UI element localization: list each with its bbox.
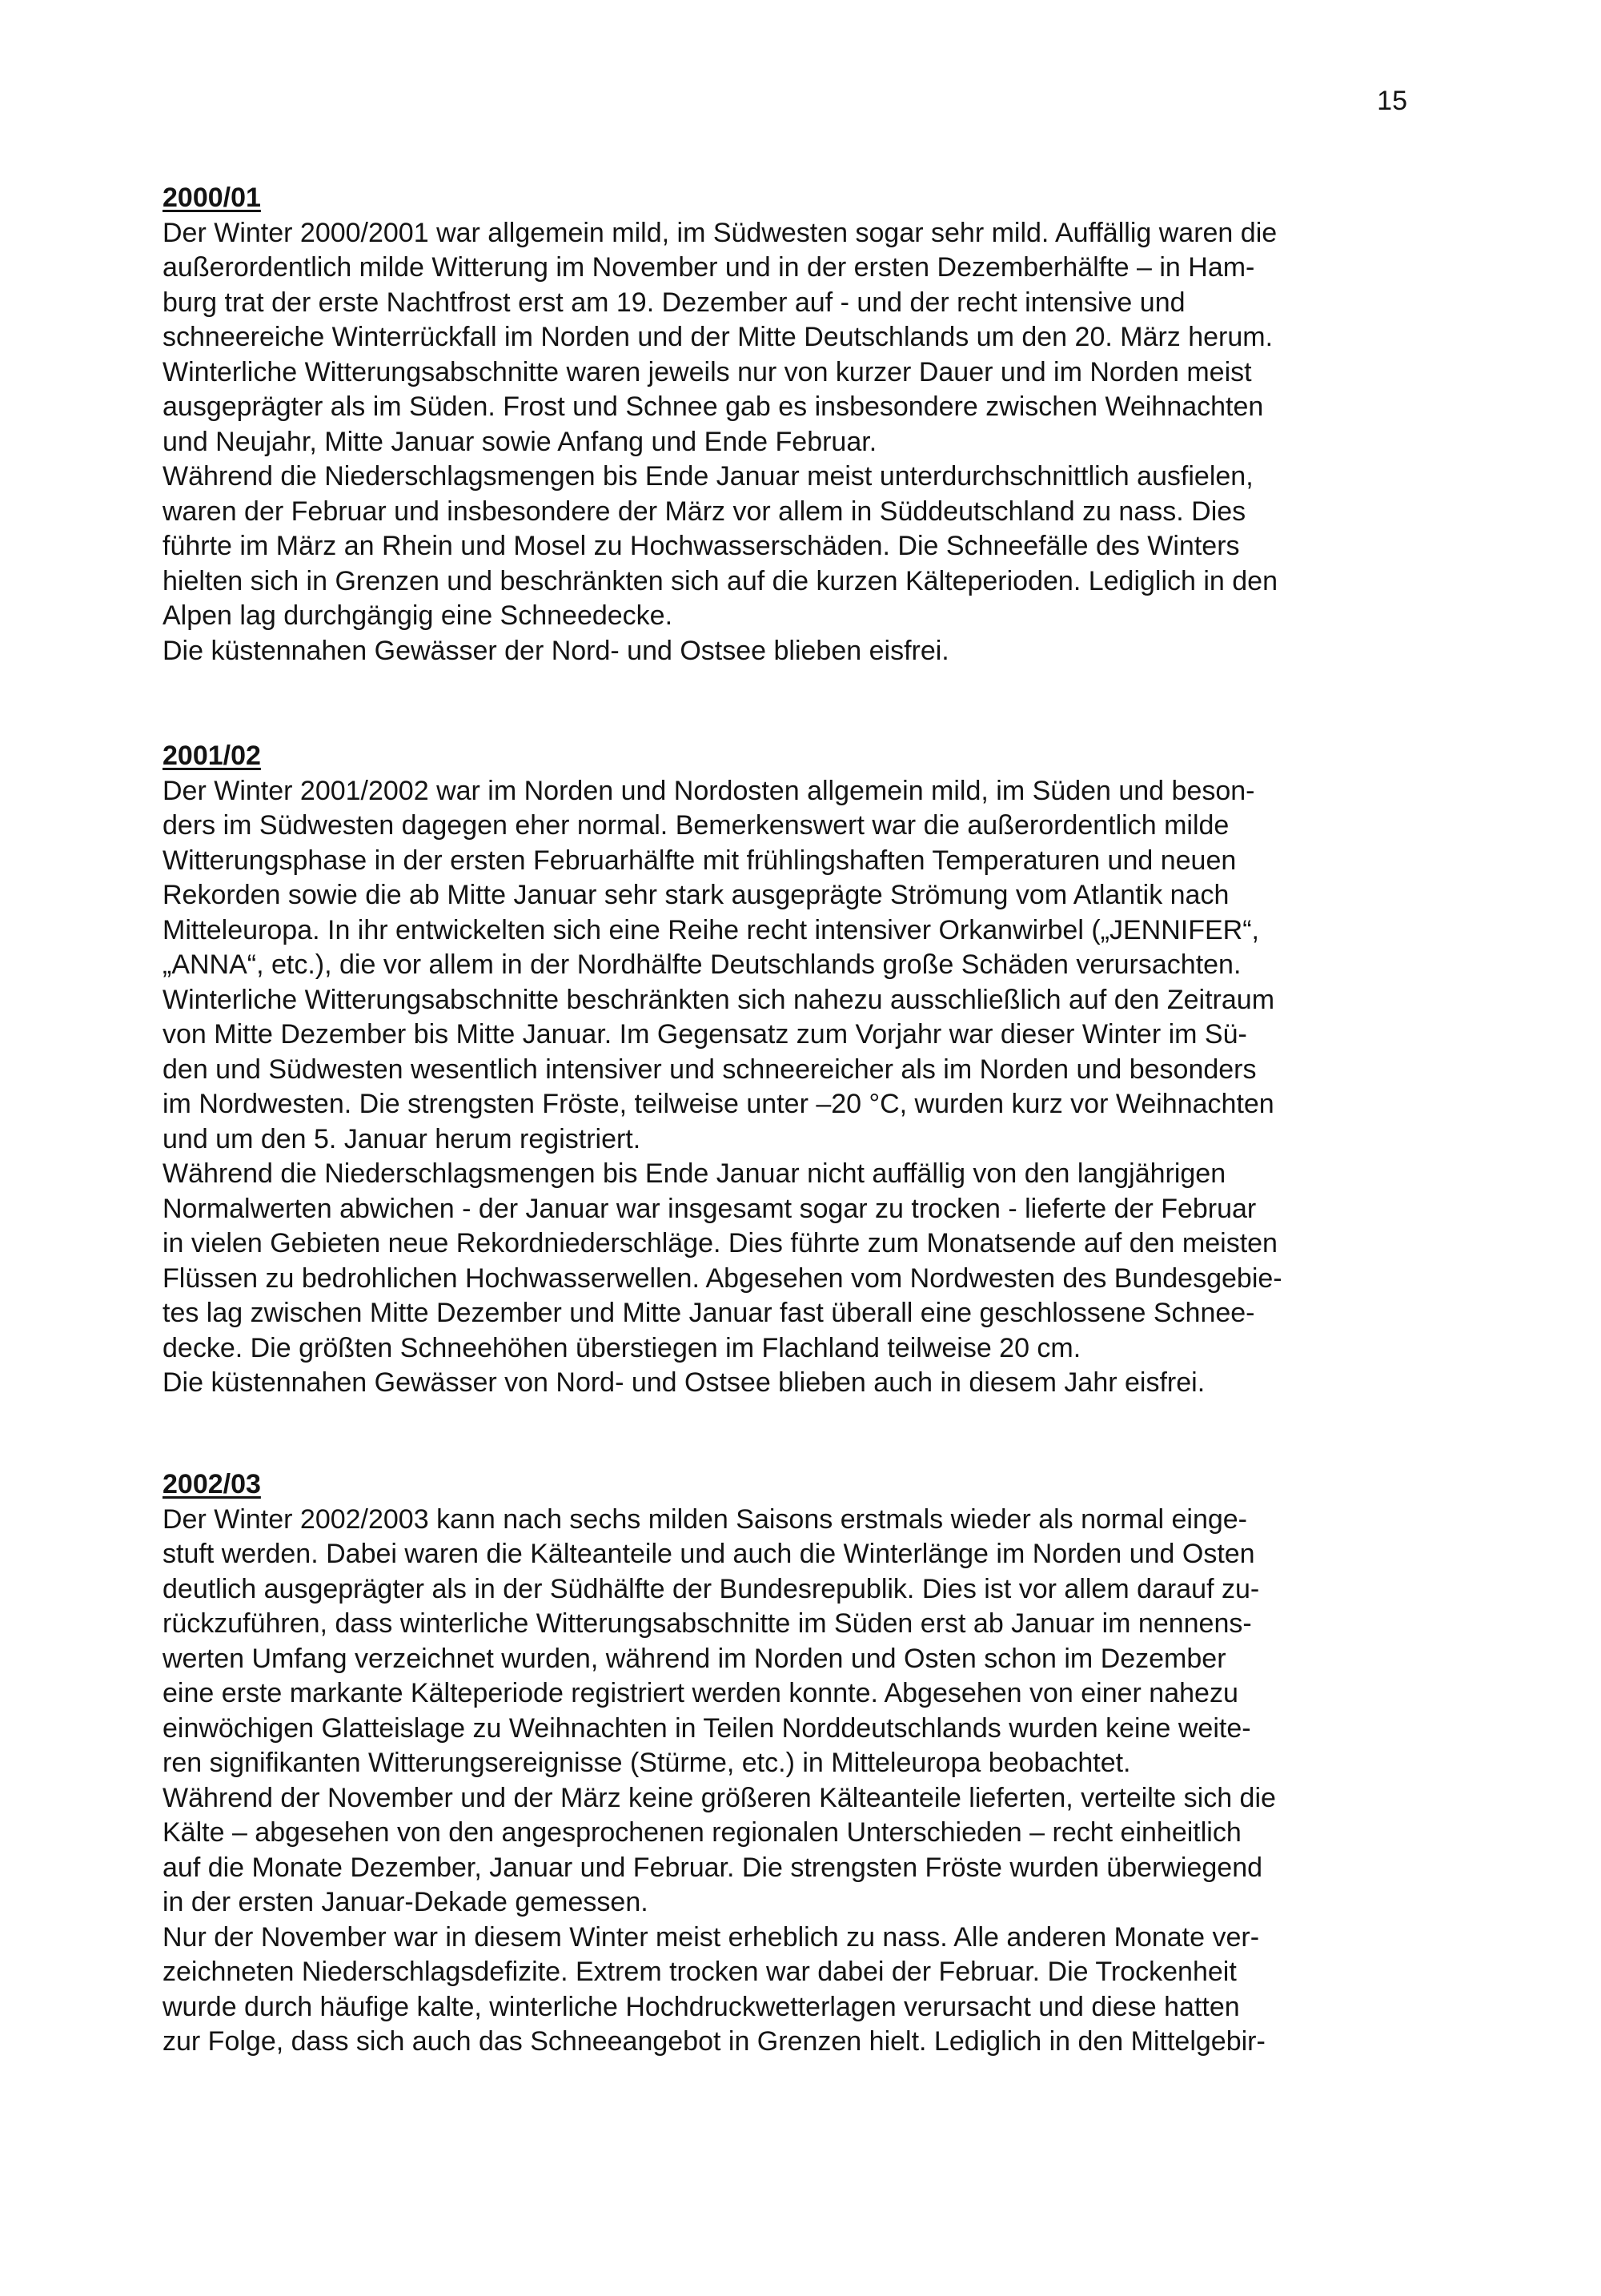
text-line: Rekorden sowie die ab Mitte Januar sehr stark ausgeprägte Strömung vom Atlantik nach — [163, 880, 1230, 910]
text-line: Während die Niederschlagsmengen bis Ende Januar nicht auffällig von den langjährigen — [163, 1158, 1226, 1189]
text-line: hielten sich in Grenzen und beschränkten sich auf die kurzen Kälteperioden. Lediglich in den — [163, 565, 1278, 596]
text-line: Die küstennahen Gewässer von Nord- und Ostsee blieben auch in diesem Jahr eisfrei. — [163, 1367, 1206, 1398]
page-number: 15 — [1377, 86, 1407, 116]
text-line: ders im Südwesten dagegen eher normal. Bemerkenswert war die außerordentlich milde — [163, 810, 1230, 841]
text-line: von Mitte Dezember bis Mitte Januar. Im Gegensatz zum Vorjahr war dieser Winter im Sü- — [163, 1019, 1247, 1050]
text-line: Der Winter 2001/2002 war im Norden und Nordosten allgemein mild, im Süden und beson- — [163, 775, 1255, 806]
text-line: und um den 5. Januar herum registriert. — [163, 1123, 641, 1154]
text-line: Alpen lag durchgängig eine Schneedecke. — [163, 600, 673, 631]
text-line: deutlich ausgeprägter als in der Südhälfte der Bundesrepublik. Dies ist vor allem darauf zu- — [163, 1573, 1260, 1604]
text-line: wurde durch häufige kalte, winterliche Hochdruckwetterlagen verursacht und diese hatten — [163, 1991, 1240, 2022]
text-line: ausgeprägter als im Süden. Frost und Schnee gab es insbesondere zwischen Weihnachten — [163, 391, 1264, 422]
section-heading: 2001/02 — [163, 741, 261, 771]
text-line: einwöchigen Glatteislage zu Weihnachten in Teilen Norddeutschlands wurden keine weite- — [163, 1712, 1251, 1744]
text-line: Während der November und der März keine größeren Kälteanteile lieferten, verteilte sich die — [163, 1782, 1276, 1813]
text-line: Normalwerten abwichen - der Januar war insgesamt sogar zu trocken - lieferte der Februar — [163, 1193, 1257, 1224]
section-2002-03 — [163, 1467, 1427, 2060]
text-line: Nur der November war in diesem Winter meist erheblich zu nass. Alle anderen Monate ver- — [163, 1921, 1260, 1953]
text-line: decke. Die größten Schneehöhen überstiegen im Flachland teilweise 20 cm. — [163, 1332, 1081, 1363]
text-line: Der Winter 2002/2003 kann nach sechs milden Saisons erstmals wieder als normal einge- — [163, 1503, 1248, 1535]
text-line: rückzuführen, dass winterliche Witterungsabschnitte im Süden erst ab Januar im nennens- — [163, 1608, 1252, 1639]
section-heading: 2002/03 — [163, 1469, 261, 1499]
text-line: zeichneten Niederschlagsdefizite. Extrem trocken war dabei der Februar. Die Trockenheit — [163, 1957, 1237, 1987]
text-line: den und Südwesten wesentlich intensiver und schneereicher als im Norden und besonders — [163, 1054, 1257, 1085]
section-2001-02 — [163, 739, 1427, 1401]
text-line: werten Umfang verzeichnet wurden, während im Norden und Osten schon im Dezember — [163, 1643, 1226, 1674]
text-line: eine erste markante Kälteperiode registriert werden konnte. Abgesehen von einer nahezu — [163, 1678, 1238, 1708]
text-line: Kälte – abgesehen von den angesprochenen regionalen Unterschieden – recht einheitlich — [163, 1817, 1242, 1848]
text-line: außerordentlich milde Witterung im November und in der ersten Dezemberhälfte – in Ham- — [163, 252, 1255, 283]
text-line: auf die Monate Dezember, Januar und Februar. Die strengsten Fröste wurden überwiegend — [163, 1852, 1263, 1883]
text-line: burg trat der erste Nachtfrost erst am 19. Dezember auf - und der recht intensive und — [163, 287, 1186, 318]
text-line: in vielen Gebieten neue Rekordniederschläge. Dies führte zum Monatsende auf den meisten — [163, 1228, 1278, 1258]
text-line: führte im März an Rhein und Mosel zu Hochwasserschäden. Die Schneefälle des Winters — [163, 531, 1240, 561]
text-line: Der Winter 2000/2001 war allgemein mild, im Südwesten sogar sehr mild. Auffällig waren die — [163, 217, 1278, 248]
text-line: tes lag zwischen Mitte Dezember und Mitte Januar fast überall eine geschlossene Schnee- — [163, 1298, 1255, 1328]
text-line: stuft werden. Dabei waren die Kälteanteile und auch die Winterlänge im Norden und Osten — [163, 1539, 1255, 1569]
text-line: im Nordwesten. Die strengsten Fröste, teilweise unter –20 °C, wurden kurz vor Weihnachten — [163, 1089, 1274, 1119]
text-line: Winterliche Witterungsabschnitte beschränkten sich nahezu ausschließlich auf den Zeitraum — [163, 984, 1275, 1015]
section-heading: 2000/01 — [163, 183, 261, 213]
text-line: Mitteleuropa. In ihr entwickelten sich eine Reihe recht intensiver Orkanwirbel („JENNIFER“, — [163, 914, 1259, 945]
text-line: schneereiche Winterrückfall im Norden und der Mitte Deutschlands um den 20. März herum. — [163, 322, 1274, 352]
text-line: Winterliche Witterungsabschnitte waren jeweils nur von kurzer Dauer und im Norden meist — [163, 356, 1252, 387]
text-line: Die küstennahen Gewässer der Nord- und Ostsee blieben eisfrei. — [163, 635, 949, 666]
text-line: in der ersten Januar-Dekade gemessen. — [163, 1887, 648, 1917]
text-line: Flüssen zu bedrohlichen Hochwasserwellen. Abgesehen vom Nordwesten des Bundesgebie- — [163, 1262, 1282, 1294]
text-line: ren signifikanten Witterungsereignisse (Stürme, etc.) in Mitteleuropa beobachtet. — [163, 1748, 1131, 1778]
text-line: und Neujahr, Mitte Januar sowie Anfang und Ende Februar. — [163, 426, 877, 457]
text-line: Witterungsphase in der ersten Februarhälfte mit frühlingshaften Temperaturen und neuen — [163, 845, 1237, 876]
section-2000-01 — [163, 181, 1427, 668]
text-line: „ANNA“, etc.), die vor allem in der Nordhälfte Deutschlands große Schäden verursachten. — [163, 949, 1242, 980]
text-line: waren der Februar und insbesondere der März vor allem in Süddeutschland zu nass. Dies — [163, 496, 1246, 527]
text-line: Während die Niederschlagsmengen bis Ende Januar meist unterdurchschnittlich ausfielen, — [163, 461, 1254, 492]
text-line: zur Folge, dass sich auch das Schneeangebot in Grenzen hielt. Lediglich in den Mittelgebir- — [163, 2026, 1266, 2057]
